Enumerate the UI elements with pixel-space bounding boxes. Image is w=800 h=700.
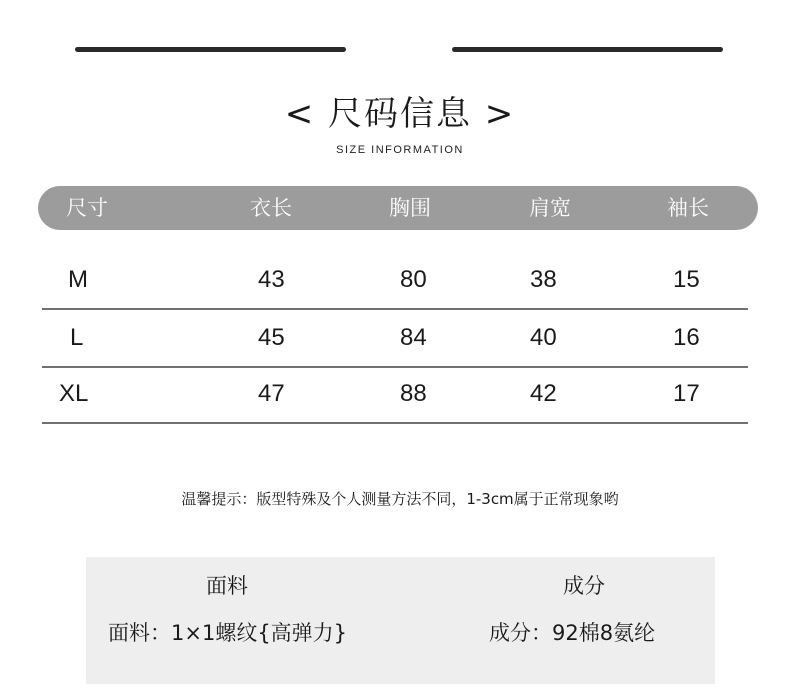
header-shoulder: 肩宽 bbox=[529, 196, 571, 220]
row-size: M bbox=[68, 266, 88, 293]
table-row bbox=[42, 310, 748, 368]
header-sleeve: 袖长 bbox=[667, 196, 709, 220]
header-length: 衣长 bbox=[250, 196, 292, 220]
table-row bbox=[42, 366, 748, 424]
row-sleeve: 16 bbox=[673, 324, 700, 351]
row-size: L bbox=[70, 324, 84, 351]
header-size: 尺寸 bbox=[66, 196, 108, 220]
composition-value: 成分：92棉8氨纶 bbox=[489, 621, 656, 645]
page-subtitle: SIZE INFORMATION bbox=[336, 144, 464, 156]
size-table-header bbox=[38, 186, 758, 230]
table-row bbox=[42, 252, 748, 310]
row-shoulder: 38 bbox=[530, 266, 557, 293]
row-size: XL bbox=[59, 380, 89, 407]
row-sleeve: 17 bbox=[673, 380, 700, 407]
row-chest: 80 bbox=[400, 266, 427, 293]
decorative-line-left bbox=[75, 47, 346, 52]
row-length: 43 bbox=[258, 266, 285, 293]
measurement-tip: 温馨提示：版型特殊及个人测量方法不同，1-3cm属于正常现象哟 bbox=[181, 490, 619, 508]
fabric-info-box bbox=[86, 557, 715, 684]
row-shoulder: 42 bbox=[530, 380, 557, 407]
row-sleeve: 15 bbox=[673, 266, 700, 293]
composition-heading: 成分 bbox=[563, 574, 605, 598]
row-chest: 88 bbox=[400, 380, 427, 407]
row-length: 47 bbox=[258, 380, 285, 407]
row-length: 45 bbox=[258, 324, 285, 351]
row-chest: 84 bbox=[400, 324, 427, 351]
material-value: 面料：1×1螺纹{高弹力} bbox=[108, 621, 348, 645]
row-shoulder: 40 bbox=[530, 324, 557, 351]
header-chest: 胸围 bbox=[389, 196, 431, 220]
decorative-line-right bbox=[452, 47, 723, 52]
material-heading: 面料 bbox=[206, 574, 248, 598]
page-title: < 尺码信息 > bbox=[284, 94, 516, 134]
